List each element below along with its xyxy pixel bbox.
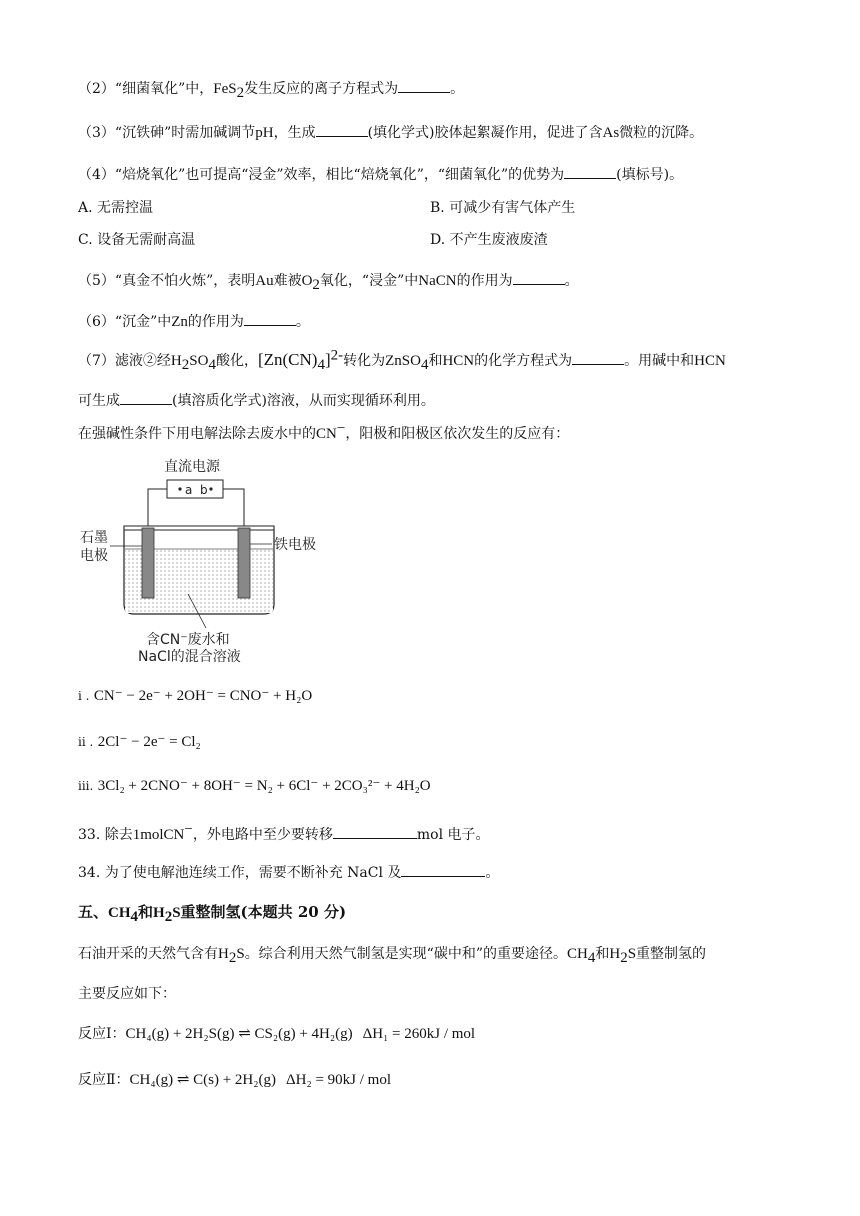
q33-amount: 1molCN	[132, 827, 185, 843]
p1-h2s-sub: 2	[228, 949, 237, 966]
iron-label: 铁电极	[274, 537, 316, 553]
q7-text-post2: 。用碱中和	[624, 353, 695, 369]
solution-label-2: NaCl的混合溶液	[138, 649, 241, 664]
q7-text-mid: 酸化，	[215, 353, 258, 369]
q33-text-mid: ，外电路中至少要转移	[192, 827, 333, 843]
q7-text: （7）滤液②经	[78, 353, 171, 369]
q5-text-post: 的作用为	[456, 273, 513, 289]
paragraph-1	[78, 944, 706, 964]
electrolysis-intro	[78, 420, 570, 444]
q2-text-post: 发生反应的离子方程式为	[244, 81, 399, 97]
q7b-text: 可生成	[78, 393, 120, 409]
reaction-i-label: i .	[78, 689, 90, 703]
q7-text-post: 的化学方程式为	[474, 353, 573, 369]
rxn1-enthalpy: ΔH₁ = 260kJ / mol	[362, 1026, 476, 1042]
p1-h2s2-h: H	[609, 946, 621, 962]
q34-end: 。	[485, 865, 500, 881]
question-6	[78, 311, 310, 332]
q5-nacn: NaCN	[418, 273, 457, 289]
section5-ch4-sub: 4	[130, 909, 139, 925]
q7-text-mid2: 转化为	[343, 353, 386, 369]
q7-hcn2: HCN	[694, 353, 726, 369]
q3-ph: pH	[255, 125, 274, 141]
terminal-b-label: b	[200, 483, 208, 497]
p1-text: 石油开采的天然气含有	[78, 946, 218, 962]
question-4	[78, 164, 683, 185]
rxn2-equation: CH₄(g) ⇌ C(s) + 2H₂(g)	[129, 1072, 276, 1088]
paragraph-2	[78, 984, 176, 1004]
intro-text-post: ，阳极和阳极区依次发生的反应有：	[345, 426, 570, 442]
section5-h2s-s: S	[172, 905, 181, 921]
q6-text: （6）“沉金”中	[78, 314, 172, 330]
rxn1-label: 反应Ⅰ：	[78, 1026, 126, 1042]
reaction-ii	[78, 732, 201, 752]
section-5-heading	[78, 902, 346, 923]
q3-text-mid: ，生成	[273, 125, 316, 141]
reaction-iii-label: iii.	[78, 779, 94, 793]
terminal-b-dot	[209, 487, 212, 490]
reaction-ii-equation: 2Cl⁻ − 2e⁻ = Cl₂	[97, 734, 201, 750]
q7-and: 和	[428, 353, 443, 369]
reaction-ii-label: ii .	[78, 735, 94, 749]
q5-text-mid2: 氧化，“浸金”中	[319, 273, 419, 289]
rxn2-label: 反应Ⅱ：	[78, 1072, 130, 1088]
p1-ch4-sub: 4	[587, 949, 596, 966]
answer-blank[interactable]	[401, 862, 485, 877]
intro-text: 在强碱性条件下用电解法除去废水中的	[78, 426, 316, 442]
terminal-a-dot	[178, 487, 181, 490]
q7-complex-charge: 2-	[330, 347, 344, 364]
q7-hcn: HCN	[442, 353, 475, 369]
section5-h2s-sub: 2	[164, 909, 173, 925]
rxn2-enthalpy: ΔH₂ = 90kJ / mol	[286, 1072, 392, 1088]
q5-o2-sub: 2	[312, 276, 320, 293]
q3-hint: (填化学式)胶体起絮凝作用，促进了含	[367, 125, 603, 141]
reaction-1	[78, 1024, 475, 1044]
intro-ion: CN	[316, 426, 337, 442]
q33-text-post: mol 电子。	[416, 827, 490, 843]
p1-text-mid: 。综合利用天然气制氢是实现“碳中和”的重要途径。	[244, 946, 568, 962]
q33-text: 33. 除去	[78, 827, 133, 843]
p1-text-post: 重整制氢的	[636, 946, 707, 962]
power-label: 直流电源	[164, 459, 220, 475]
reaction-i-equation: CN⁻ − 2e⁻ + 2OH⁻ = CNO⁻ + H₂O	[93, 688, 313, 704]
q2-end: 。	[450, 81, 465, 97]
answer-blank[interactable]	[564, 164, 616, 179]
answer-blank[interactable]	[572, 350, 624, 365]
q7-znso4: ZnSO	[385, 353, 421, 369]
option-d[interactable]: D. 不产生废液废渣	[430, 232, 548, 248]
section5-ch4: CH	[108, 905, 131, 921]
question-7	[78, 347, 726, 373]
option-c[interactable]: C. 设备无需耐高温	[78, 232, 196, 248]
q2-formula: FeS	[213, 81, 237, 97]
q7-complex-end: ]	[324, 350, 331, 369]
wire-right	[223, 489, 244, 528]
electrolysis-diagram	[76, 454, 346, 664]
reaction-iii	[78, 776, 431, 796]
question-5	[78, 270, 579, 291]
p1-and: 和	[595, 946, 610, 962]
q5-text: （5）“真金不怕火炼”，表明	[78, 273, 256, 289]
rxn1-equation: CH₄(g) + 2H₂S(g) ⇌ CS₂(g) + 4H₂(g)	[125, 1026, 353, 1042]
q5-au: Au	[255, 273, 274, 289]
wire-left	[148, 489, 167, 528]
answer-blank[interactable]	[513, 270, 565, 285]
question-2	[78, 78, 464, 99]
q6-end: 。	[295, 314, 310, 330]
answer-blank[interactable]	[316, 122, 368, 137]
q5-o2: O	[301, 273, 313, 289]
question-7-cont	[78, 390, 435, 411]
q33-charge: −	[184, 821, 193, 838]
section5-pre: 五、	[78, 903, 109, 921]
q4-text-post: (填标号)。	[616, 167, 684, 183]
power-box	[167, 480, 223, 498]
option-b[interactable]: B. 可减少有害气体产生	[430, 200, 576, 216]
q6-text-post: 的作用为	[187, 314, 244, 330]
intro-ion-charge: −	[336, 420, 346, 437]
q7-h2so4-sub2: 2	[181, 356, 190, 373]
q3-text: （3）“沉铁砷”时需加碱调节	[78, 125, 256, 141]
answer-blank[interactable]	[398, 78, 450, 93]
p1-h2s2-s: S	[627, 946, 637, 962]
q7-h2so4-sub4: 4	[208, 356, 216, 373]
solution-label-1: 含CN⁻废水和	[146, 632, 230, 648]
graphite-label-1: 石墨	[80, 530, 108, 546]
q3-text-post: 微粒的沉降。	[619, 125, 704, 141]
q6-zn: Zn	[171, 314, 188, 330]
q7-znso4-sub: 4	[420, 356, 429, 373]
p1-ch4: CH	[567, 946, 588, 962]
reaction-2	[78, 1070, 391, 1090]
section5-h2s-h: H	[153, 905, 165, 921]
q7-complex-sub: 4	[317, 356, 325, 373]
p2-text: 主要反应如下：	[78, 986, 176, 1002]
iron-electrode	[238, 528, 250, 598]
graphite-electrode	[142, 528, 154, 598]
q5-end: 。	[564, 273, 579, 289]
q7-h2so4-so: SO	[189, 353, 209, 369]
section5-post: 重整制氢(本题共 20 分)	[180, 903, 347, 921]
q2-formula-sub: 2	[236, 84, 245, 101]
question-33	[78, 821, 490, 845]
q7b-text-post: (填溶质化学式)溶液，从而实现循环利用。	[172, 393, 435, 409]
graphite-label-2: 电极	[80, 548, 108, 564]
q5-text-mid: 难被	[273, 273, 302, 289]
p1-h2s-h: H	[218, 946, 229, 962]
question-34	[78, 862, 499, 883]
question-3	[78, 122, 703, 143]
answer-blank[interactable]	[120, 390, 172, 405]
reaction-iii-equation: 3Cl₂ + 2CNO⁻ + 8OH⁻ = N₂ + 6Cl⁻ + 2CO₃²⁻ + 4H₂O	[97, 778, 431, 794]
option-a[interactable]: A. 无需控温	[78, 200, 154, 216]
q3-as: As	[602, 125, 620, 141]
q34-text: 34. 为了使电解池连续工作，需要不断补充 NaCl 及	[78, 865, 402, 881]
reaction-i	[78, 686, 312, 706]
terminal-a-label: a	[185, 483, 193, 497]
answer-blank[interactable]	[244, 311, 296, 326]
q7-h2so4-h: H	[170, 353, 182, 369]
q7-complex: [Zn(CN)	[257, 350, 318, 369]
q2-text: （2）“细菌氧化”中，	[78, 81, 214, 97]
answer-blank[interactable]	[333, 824, 417, 839]
p1-h2s2-sub: 2	[620, 949, 628, 966]
section5-and: 和	[138, 903, 154, 921]
p1-h2s-s: S	[236, 946, 245, 962]
q4-text: （4）“焙烧氧化”也可提高“浸金”效率，相比“焙烧氧化”，“细菌氧化”的优势为	[78, 167, 565, 183]
